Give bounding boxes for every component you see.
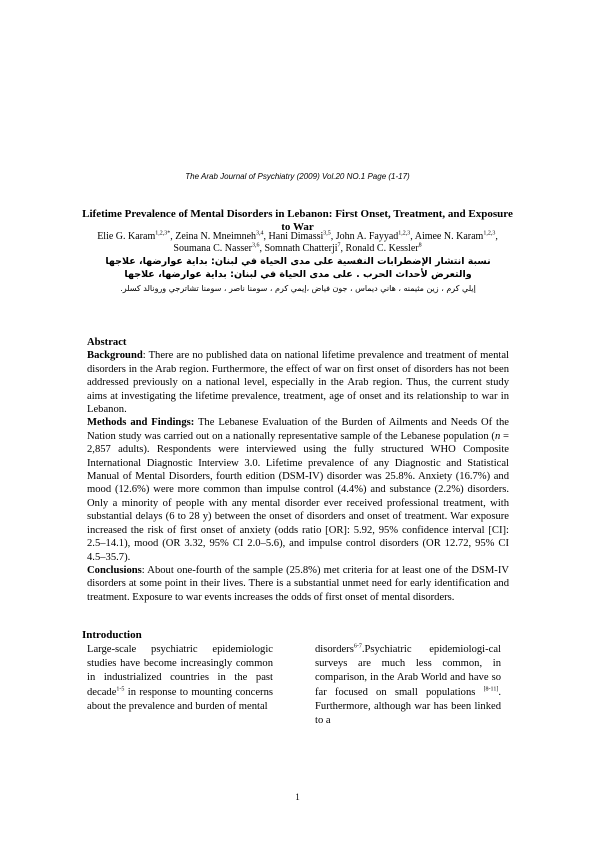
author-affiliation: 1,2,3* [155,230,171,237]
paper-title: Lifetime Prevalence of Mental Disorders in Lebanon: First Onset, Treatment, and Exposure to War [82,208,513,233]
abstract-section [87,336,509,604]
journal-header: The Arab Journal of Psychiatry (2009) Vol.20 NO.1 Page (1-17) [185,172,410,181]
author-affiliation: 8 [418,242,422,249]
abstract-conclusions [87,564,509,604]
abstract-heading: Abstract [87,337,127,348]
conclusions-label: Conclusions [87,564,142,576]
citation: [8-11] [483,686,499,693]
background-label: Background [87,350,143,362]
intro-text: Large-scale psychiatric epidemiologic studies have become increasingly common in industrialized countries in the past decade [87,644,273,698]
author-affiliation: 3,4 [256,230,264,237]
author-affiliation: 7 [337,242,341,249]
author-name: Hani Dimassi [268,231,324,242]
author-name: Aimee N. Karam [414,231,484,242]
methods-text: The Lebanese Evaluation of the Burden of Ailments and Needs Of the Nation study was carried out on a nationally representative sample of the Lebanese population ( [87,417,509,442]
methods-n: n [494,430,501,442]
methods-text-cont: = 2,857 adults). Respondents were interviewed using the fully structured WHO Composite International Diagnostic Interview 3.0. Lifetime prevalence of any Diagnostic and Statistical Manual of Mental Disorders, fourth edition (DSM-IV) disorder was 25.8%. Anxiety (16.7%) and mood (12.6%) were more common than impulse control (4.4%) and substance (2.2%) disorders. Only a minority of people with any mental disorder ever received professional treatment, with substantial delays (6 to 28 y) between the onset of disorders and onset of treatment. War exposure increased the risk of first onset of anxiety (odds ratio [OR]: 5.92, 95% confidence interval [CI]: 2.5–14.1), mood (OR 3.32, 95% CI 2.0–5.6), and impulse control disorders (OR 12.72, 95% CI 4.5–35.7). [87,430,509,563]
citation: 1-5 [116,686,125,693]
citation: 6-7 [353,643,362,650]
arabic-title: نسبة انتشار الإضطرابات النفسية على مدى الحياة في لبنان: بداية عوارضها، علاجها والتعرض لأحداث الحرب . على مدى الحياة في لبنان: بداية عوارضها، علاجها [105,256,491,280]
conclusions-text: : About one-fourth of the sample (25.8%) met criteria for at least one of the DSM-IV disorders at some point in their lives. There is a substantial unmet need for early identification and treatment. Exposure to war events increases the odds of first onset of mental disorders. [87,564,509,603]
author-affiliation: 3,5 [323,230,331,237]
author-name: Ronald C. Kessler [345,243,419,254]
author-affiliation: 3,6 [252,242,260,249]
abstract-background [87,349,509,416]
author-name: Elie G. Karam [97,231,156,242]
author-name: John A. Fayyad [335,231,399,242]
background-text: : There are no published data on national lifetime prevalence and treatment of mental disorders in the Arab region. Furthermore, the effect of war on first onset of disorders has not been addressed previously on a national level, especially in the Arab region. Thus, the current study aims at investigating the lifetime prevalence, treatment, age of onset and its relationship to war in Lebanon. [87,350,509,416]
author-affiliation: 1,2,3 [398,230,411,237]
introduction-column-2 [315,643,501,728]
abstract-methods [87,416,509,563]
introduction-column-1 [87,643,273,714]
intro-text: in response to mounting concerns about the prevalence and burden of mental [87,686,273,712]
author-name: Zeina N. Mneimneh [175,231,257,242]
intro-text: disorders [315,644,354,655]
page-number: 1 [295,792,300,802]
introduction-heading: Introduction [82,629,142,641]
author-name: Somnath Chatterji [264,243,338,254]
methods-label: Methods and Findings: [87,417,195,429]
author-list: Elie G. Karam$^{1,2,3*}$, Zeina N. Mneimneh$^{3,4}$, Hani Dimassi$^{3,5}$, John A. Fayyad$^{1,2,3}$, Aimee N. Karam$^{1,2,3}$, Soumana C. Nasser$^{3,6}$, Somnath Chatterji$^7$, Ronald C. Kessler$^8$ [97,230,498,254]
intro-text: .Psychiatric epidemiologi-cal surveys are much less common, in comparison, in the Arab World and have so far focused on small populations [315,644,501,698]
arabic-authors: إيلي كرم ، زين مثيمنه ، هاني ديماس ، جون فياض ،إيمي كرم ، سومنا ناصر ، سومنا تشاترجي ورونالد كسلر. [120,284,476,293]
intro-text: . Furthermore, although war has been linked to a [315,686,501,727]
author-name: Soumana C. Nasser [173,243,252,254]
author-affiliation: 1,2,3 [483,230,496,237]
